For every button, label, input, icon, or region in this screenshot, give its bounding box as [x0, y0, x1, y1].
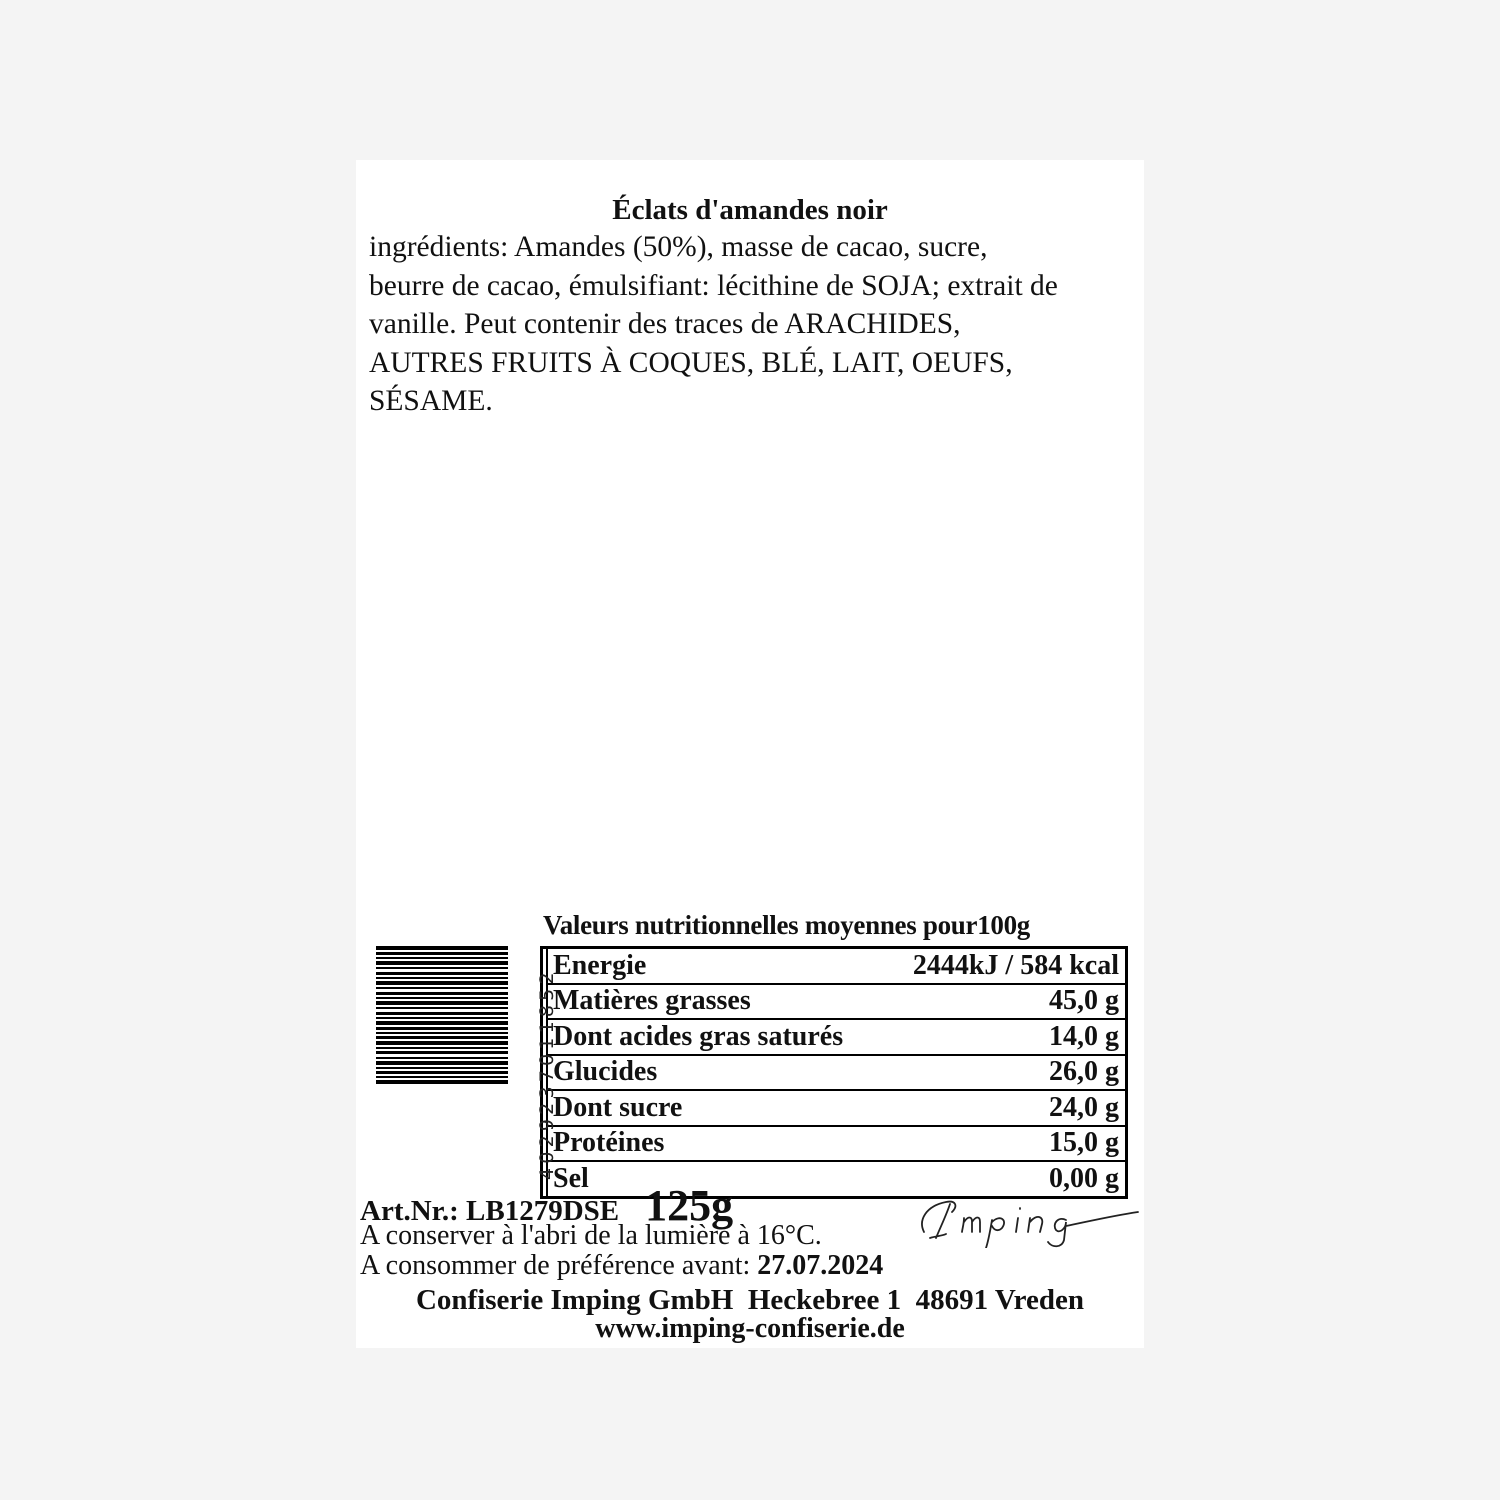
- nutrition-label: Dont sucre: [553, 1091, 683, 1123]
- ingredients-line: beurre de cacao, émulsifiant: lécithine de SOJA; extrait de: [369, 269, 1058, 302]
- net-weight: 125g: [645, 1181, 734, 1230]
- ingredients-line: ingrédients: Amandes (50%), masse de cacao, sucre,: [369, 231, 988, 263]
- nutrition-value: 14,0 g: [1049, 1020, 1119, 1052]
- nutrition-label: Protéines: [553, 1127, 665, 1159]
- barcode-number: 4029237011852: [536, 968, 558, 1180]
- ingredients-line: AUTRES FRUITS À COQUES, BLÉ, LAIT, OEUFS,: [369, 346, 1013, 379]
- nutrition-value: 26,0 g: [1049, 1056, 1119, 1088]
- ingredients-line: vanille. Peut contenir des traces de ARACHIDES,: [369, 308, 961, 340]
- article-number: Art.Nr.: LB1279DSE: [360, 1195, 620, 1227]
- ingredients-line: SÉSAME.: [369, 385, 493, 417]
- signature-logo: [916, 1192, 1146, 1248]
- nutrition-row-energy: [546, 949, 1125, 985]
- nutrition-value: 2444kJ / 584 kcal: [912, 949, 1119, 981]
- best-before: [360, 1250, 883, 1282]
- nutrition-row-carbohydrates: [546, 1056, 1125, 1092]
- nutrition-value: 45,0 g: [1049, 985, 1119, 1017]
- product-label: [356, 160, 1144, 1348]
- nutrition-label: Sel: [553, 1162, 589, 1194]
- best-before-label: A consommer de préférence avant:: [360, 1250, 758, 1281]
- nutrition-heading: Valeurs nutritionnelles moyennes pour100g: [543, 910, 1030, 940]
- nutrition-value: 24,0 g: [1049, 1091, 1119, 1123]
- product-title: Éclats d'amandes noir: [612, 194, 888, 226]
- nutrition-value: 15,0 g: [1049, 1127, 1119, 1159]
- storage-instructions: A conserver à l'abri de la lumière à 16°C.: [360, 1220, 822, 1251]
- nutrition-label: Energie: [553, 949, 647, 981]
- ingredients-text: [369, 228, 1139, 421]
- company-website: www.imping-confiserie.de: [595, 1313, 905, 1344]
- company-address: Confiserie Imping GmbH Heckebree 1 48691 Vreden: [415, 1284, 1085, 1316]
- nutrition-value: 0,00 g: [1049, 1162, 1119, 1194]
- nutrition-label: Matières grasses: [553, 985, 751, 1017]
- barcode-icon: [376, 946, 508, 1160]
- barcode-digits: [516, 950, 558, 1180]
- nutrition-row-fat: [546, 985, 1125, 1021]
- nutrition-row-saturated-fat: [546, 1020, 1125, 1056]
- nutrition-row-protein: [546, 1127, 1125, 1163]
- nutrition-label: Glucides: [553, 1056, 658, 1088]
- nutrition-label: Dont acides gras saturés: [553, 1020, 844, 1052]
- nutrition-table: [540, 946, 1128, 1199]
- nutrition-row-sugar: [546, 1091, 1125, 1127]
- best-before-date: 27.07.2024: [757, 1250, 884, 1281]
